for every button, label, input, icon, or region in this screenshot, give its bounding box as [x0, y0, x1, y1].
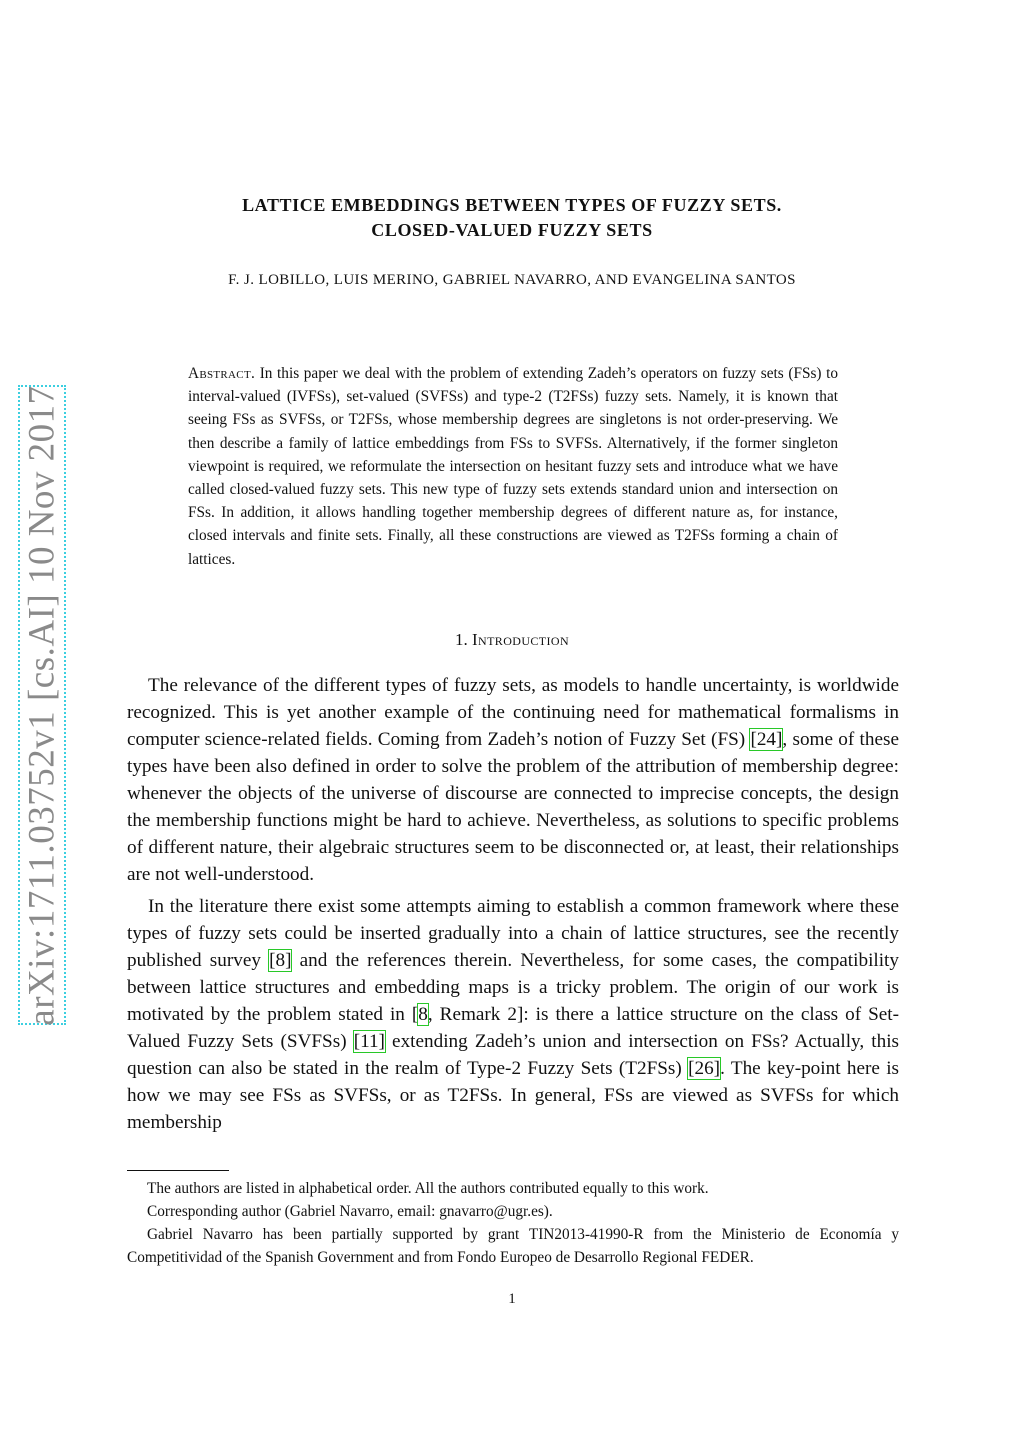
section-heading	[120, 630, 904, 650]
body-text	[127, 672, 899, 1141]
page-number: 1	[508, 1291, 516, 1307]
footnote-funding: Gabriel Navarro has been partially supported by grant TIN2013-41990-R from the Ministerio de Economía y Competitividad of the Spanish Government and from Fondo Europeo de Desarrollo Regional FEDER.	[127, 1226, 899, 1266]
paragraph-2-text-c: : is there a lattice structure on the class of Set-Valued Fuzzy Sets (SVFSs)	[127, 1004, 899, 1052]
citation-11[interactable]: [11]	[353, 1031, 385, 1052]
paragraph-1	[127, 672, 899, 888]
footnotes	[127, 1177, 899, 1269]
abstract	[188, 362, 838, 571]
citation-8-remark-rest: , Remark 2]	[427, 1004, 524, 1025]
section-name: Introduction	[471, 630, 570, 649]
footnote-rule	[127, 1170, 229, 1171]
abstract-text: In this paper we deal with the problem of extending Zadeh’s operators on fuzzy sets (FSs) to interval-valued (IVFSs), set-valued (SVFSs) and type-2 (T2FSs) fuzzy sets. Namely, it is known that seeing FSs as SVFSs, or T2FSs, whose membership degrees are singletons is not order-preserving. We then describe a family of lattice embeddings from FSs to SVFSs. Alternatively, if the former singleton viewpoint is required, we reformulate the intersection on hesitant fuzzy sets and introduce what we have called closed-valued fuzzy sets. This new type of fuzzy sets extends standard union and intersection on FSs. In addition, it allows handling together membership degrees of different nature as, for instance, closed intervals and finite sets. Finally, all these constructions are viewed as T2FSs forming a chain of lattices.	[188, 365, 839, 568]
paragraph-2-text-e: . The key-point here is how we may see FSs as SVFSs, or as T2FSs. In general, FSs are viewed as SVFSs for which membership	[127, 1058, 899, 1133]
arxiv-stamp-text: arXiv:1711.03752v1 [cs.AI] 10 Nov 2017	[21, 384, 63, 1026]
title-line-2: CLOSED-VALUED FUZZY SETS	[371, 220, 653, 240]
citation-8[interactable]: [8]	[269, 950, 292, 971]
author-list: F. J. LOBILLO, LUIS MERINO, GABRIEL NAVARRO, AND EVANGELINA SANTOS	[228, 272, 796, 288]
footnote-corresponding-author: Corresponding author (Gabriel Navarro, email: gnavarro@ugr.es).	[147, 1203, 553, 1220]
paragraph-1-text-a: The relevance of the different types of fuzzy sets, as models to handle uncertainty, is worldwide recognized. This is yet another example of the continuing need for mathematical formalisms in computer science-related fields. Coming from Zadeh’s notion of Fuzzy Set (FS)	[127, 675, 899, 750]
paragraph-2-text-a: In the literature there exist some attempts aiming to establish a common framework where these types of fuzzy sets could be inserted gradually into a chain of lattice structures, see the recently published survey	[127, 896, 899, 971]
citation-24[interactable]: [24]	[750, 729, 783, 750]
citation-8-remark[interactable]: 8	[418, 1004, 428, 1025]
section-number: 1.	[454, 630, 468, 649]
arxiv-stamp	[18, 385, 66, 1025]
paragraph-1-text-b: , some of these types have been also defined in order to solve the problem of the attribution of membership degree: whenever the objects of the universe of discourse are connected to imprecise concepts, the design the membership functions might be hard to achieve. Nevertheless, as solutions to specific problems of different nature, their algebraic structures seem to be disconnected or, at least, their relationships are not well-understood.	[127, 729, 899, 885]
footnote-authors-order: The authors are listed in alphabetical order. All the authors contributed equally to this work.	[147, 1180, 709, 1197]
paragraph-2	[127, 893, 899, 1136]
paragraph-2-text-d: extending Zadeh’s union and intersection on FSs? Actually, this question can also be stated in the realm of Type-2 Fuzzy Sets (T2FSs)	[127, 1031, 899, 1079]
paper-title	[120, 193, 904, 243]
abstract-label: Abstract.	[188, 365, 256, 382]
title-line-1: LATTICE EMBEDDINGS BETWEEN TYPES OF FUZZY SETS.	[242, 195, 782, 215]
citation-8-remark-open: [	[411, 1004, 419, 1025]
citation-26[interactable]: [26]	[688, 1058, 721, 1079]
paragraph-2-text-b: and the references therein. Nevertheless, for some cases, the compatibility between lattice structures and embedding maps is a tricky problem. The origin of our work is motivated by the problem stated in	[127, 950, 899, 1025]
